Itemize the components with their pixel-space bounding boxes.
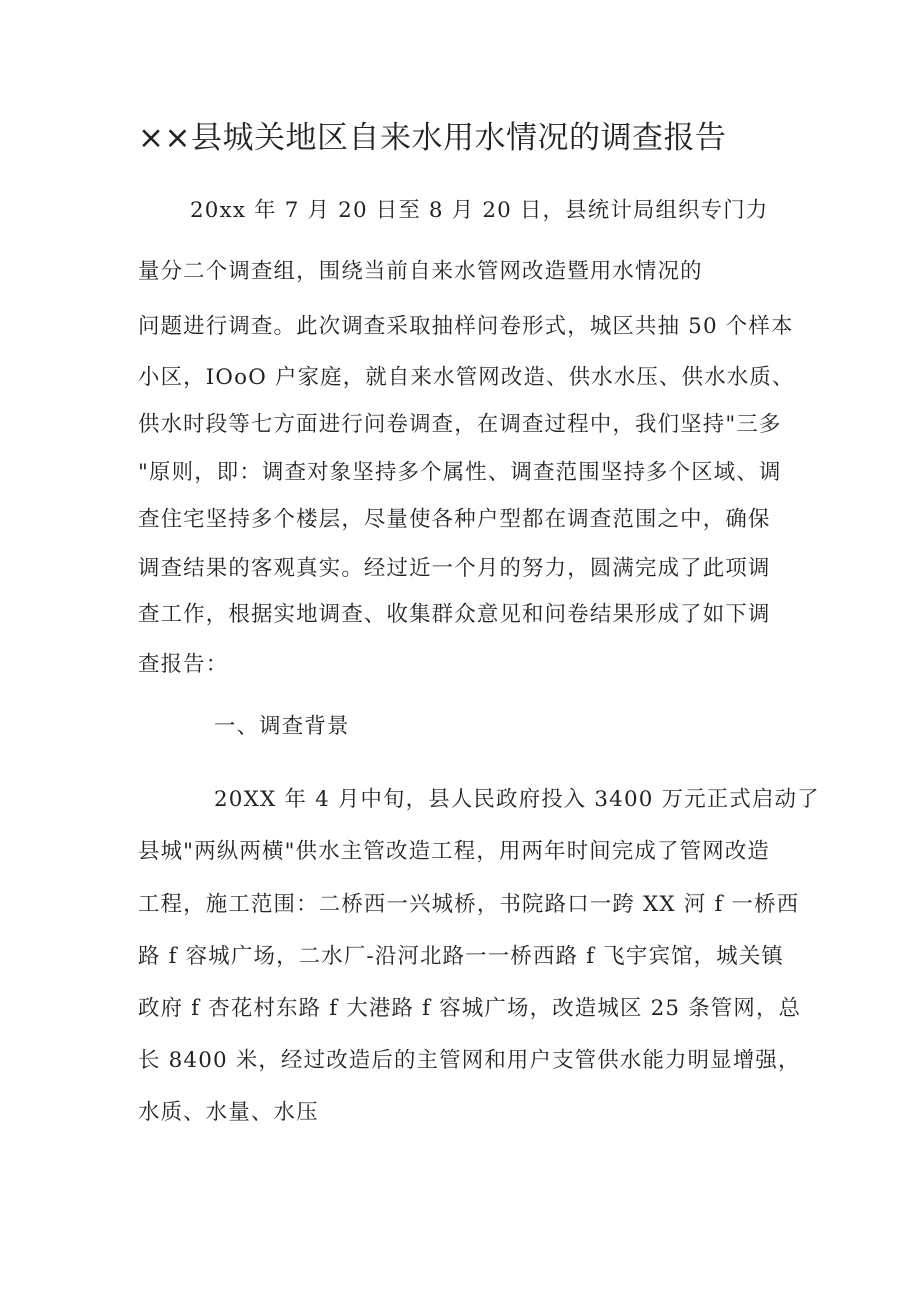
intro-line: "原则，即：调查对象坚持多个属性、调查范围坚持多个区域、调 [138,460,782,485]
section-line: 工程，施工范围：二桥西一兴城桥，书院路口一跨 XX 河 f 一桥西 [138,892,800,917]
section-line: 长 8400 米，经过改造后的主管网和用户支管供水能力明显增强， [138,1048,801,1073]
document-title: ××县城关地区自来水用水情况的调查报告 [138,120,727,156]
intro-line: 小区，IOoO 户家庭，就自来水管网改造、供水水压、供水水质、 [138,365,795,390]
section-line: 水质、水量、水压 [138,1100,319,1125]
section-line: 路 f 容城广场，二水厂-沿河北路一一桥西路 f 飞宇宾馆，城关镇 [138,944,785,969]
intro-line: 查报告： [138,652,229,677]
section-line: 政府 f 杏花村东路 f 大港路 f 容城广场，改造城区 25 条管网，总 [138,996,802,1021]
intro-line: 查住宅坚持多个楼层，尽量使各种户型都在调查范围之中，确保 [138,507,771,532]
intro-line: 20xx 年 7 月 20 日至 8 月 20 日，县统计局组织专门力 [190,198,769,223]
intro-line: 供水时段等七方面进行问卷调查，在调查过程中，我们坚持"三多 [138,412,782,437]
intro-line: 调查结果的客观真实。经过近一个月的努力，圆满完成了此项调 [138,556,771,581]
intro-line: 查工作，根据实地调查、收集群众意见和问卷结果形成了如下调 [138,602,771,627]
intro-line: 问题进行调查。此次调查采取抽样问卷形式，城区共抽 50 个样本 [138,314,794,339]
section-heading: 一、调查背景 [214,714,350,739]
intro-line: 量分二个调查组，围绕当前自来水管网改造暨用水情况的 [138,259,703,284]
section-line: 20XX 年 4 月中旬，县人民政府投入 3400 万元正式启动了 [214,787,820,812]
section-line: 县城"两纵两横"供水主管改造工程，用两年时间完成了管网改造 [138,839,771,864]
